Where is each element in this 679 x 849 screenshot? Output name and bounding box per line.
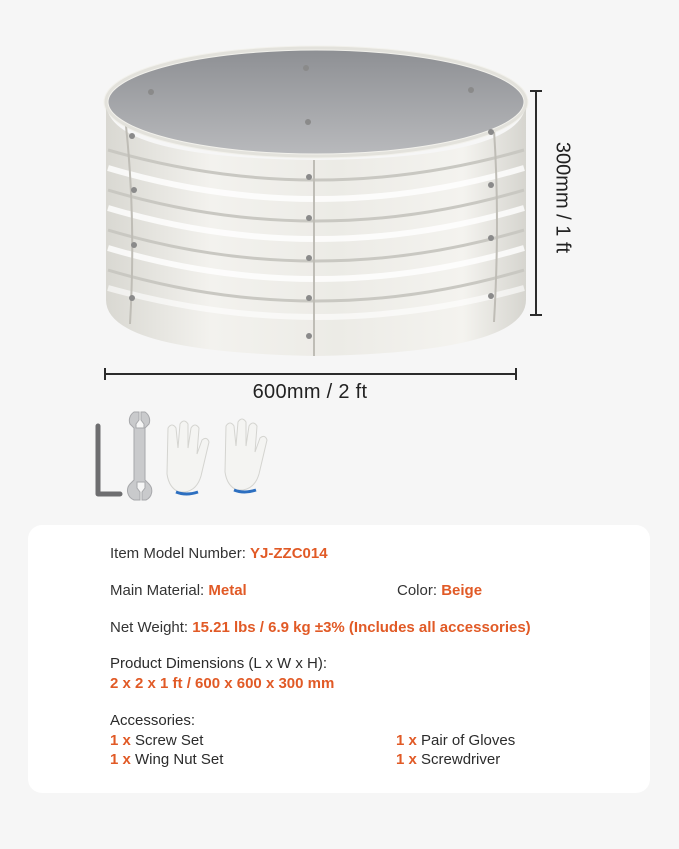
accessory-item [110, 751, 223, 768]
color-label: Color: [397, 582, 442, 599]
height-dimension-label: 300mm / 1 ft [551, 141, 574, 254]
color-row [397, 582, 482, 599]
accessory-qty: 1 x [110, 732, 131, 749]
accessory-qty: 1 x [396, 751, 417, 768]
product-dimensions-label: Product Dimensions (L x W x H): [110, 655, 327, 672]
model-number-label: Item Model Number: [110, 545, 251, 562]
material-label: Main Material: [110, 582, 209, 599]
accessory-name: Pair of Gloves [416, 732, 516, 749]
net-weight-row [110, 619, 531, 636]
color-value: Beige [441, 582, 483, 599]
accessory-qty: 1 x [396, 732, 417, 749]
spec-card [28, 525, 650, 793]
model-number-value: YJ-ZZC014 [250, 545, 328, 562]
wrench-icon [127, 412, 151, 500]
width-dimension-line [104, 368, 517, 380]
material-value: Metal [208, 582, 247, 599]
garden-bed-image [96, 40, 536, 370]
width-dimension-label: 600mm / 2 ft [252, 381, 368, 403]
accessory-item [396, 751, 500, 768]
allen-key-icon [98, 426, 120, 494]
accessory-name: Screw Set [130, 732, 204, 749]
included-accessories-image [86, 406, 286, 506]
glove-icon [225, 419, 267, 492]
glove-icon [167, 421, 209, 494]
material-row [110, 582, 247, 599]
product-dimensions-value: 2 x 2 x 1 ft / 600 x 600 x 300 mm [110, 675, 335, 692]
accessory-name: Wing Nut Set [130, 751, 224, 768]
height-dimension-line [530, 90, 542, 316]
net-weight-label: Net Weight: [110, 619, 193, 636]
model-number-row [110, 545, 328, 562]
net-weight-value: 15.21 lbs / 6.9 kg ±3% (Includes all accessories) [192, 619, 531, 636]
accessory-name: Screwdriver [416, 751, 501, 768]
accessories-label: Accessories: [110, 712, 196, 729]
accessory-item [396, 732, 515, 749]
accessory-qty: 1 x [110, 751, 131, 768]
accessory-item [110, 732, 203, 749]
